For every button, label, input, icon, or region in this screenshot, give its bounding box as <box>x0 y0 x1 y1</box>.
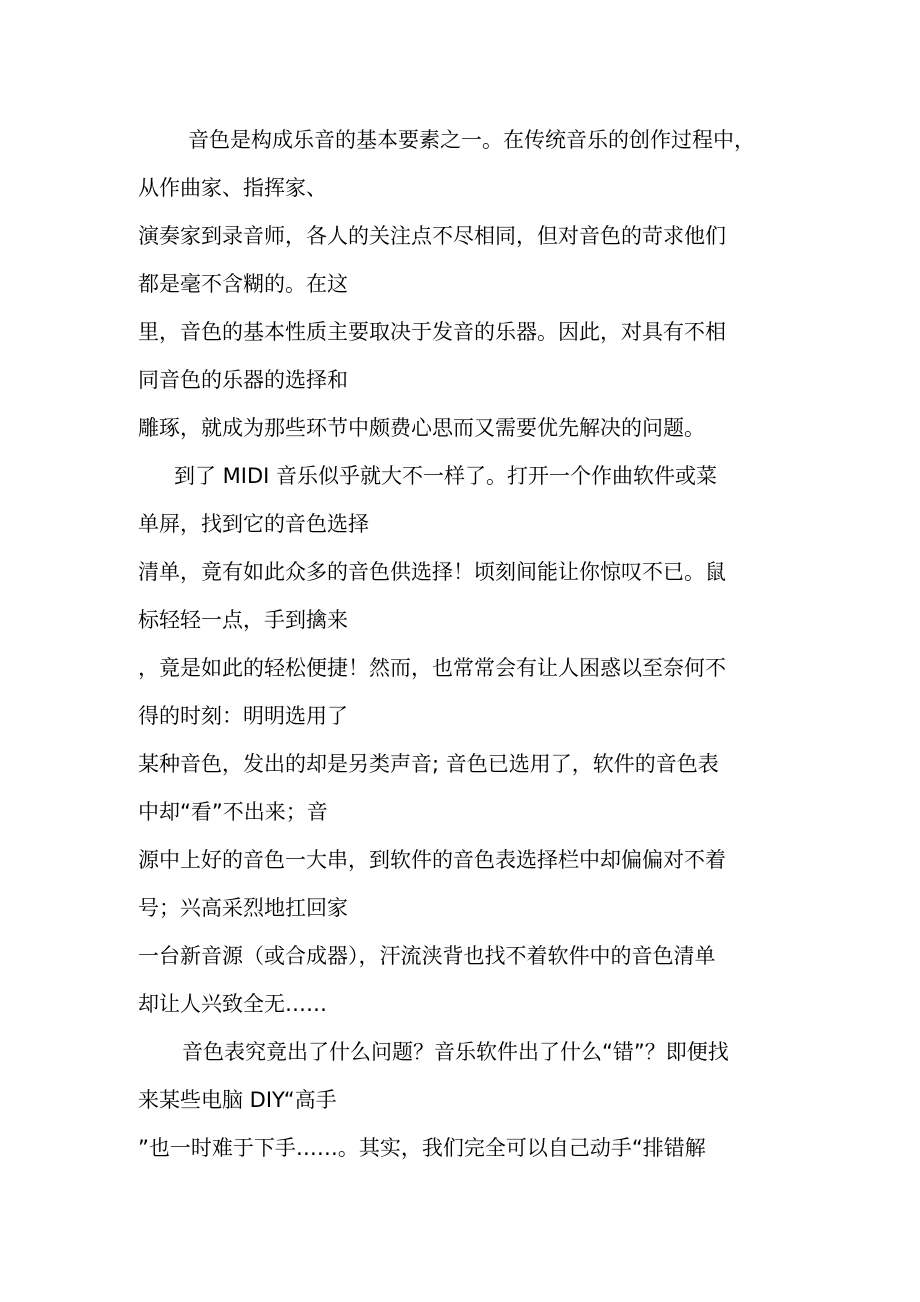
line-text: ”也一时难于下手……。其实，我们完全可以自己动手“排错解 <box>138 1136 706 1160</box>
text-line <box>138 452 798 500</box>
line-text: 音色表究竟出了什么问题？音乐软件出了什么“错”？即便找 <box>182 1040 729 1064</box>
line-text: 单屏，找到它的音色选择 <box>138 512 369 536</box>
line-text: 从作曲家、指挥家、 <box>138 176 327 200</box>
text-line <box>138 164 798 212</box>
line-text: 源中上好的音色一大串，到软件的音色表选择栏中却偏偏对不着 <box>138 848 726 872</box>
line-text: 清单，竟有如此众多的音色供选择！顷刻间能让你惊叹不已。鼠 <box>138 560 726 584</box>
line-text: 来某些电脑 DIY“高手 <box>138 1088 337 1112</box>
text-line <box>138 1124 798 1172</box>
text-line <box>138 404 798 452</box>
line-text: 雕琢，就成为那些环节中颇费心思而又需要优先解决的问题。 <box>138 416 705 440</box>
text-line <box>138 692 798 740</box>
text-line <box>138 356 798 404</box>
line-text: 同音色的乐器的选择和 <box>138 368 348 392</box>
line-text: 都是毫不含糊的。在这 <box>138 272 348 296</box>
text-line <box>138 884 798 932</box>
line-text: 某种音色，发出的却是另类声音; 音色已选用了，软件的音色表 <box>138 752 719 776</box>
line-text: 却让人兴致全无…… <box>138 992 327 1016</box>
document-body <box>138 116 798 1172</box>
text-line <box>138 980 798 1028</box>
text-line <box>138 644 798 692</box>
line-text: 标轻轻一点，手到擒来 <box>138 608 348 632</box>
text-line <box>138 1028 798 1076</box>
text-line <box>138 308 798 356</box>
text-line <box>138 548 798 596</box>
text-line <box>138 212 798 260</box>
line-text: 音色是构成乐音的基本要素之一。在传统音乐的创作过程中， <box>188 128 755 152</box>
line-text: 中却“看”不出来；音 <box>138 800 328 824</box>
line-text: 里，音色的基本性质主要取决于发音的乐器。因此，对具有不相 <box>138 320 726 344</box>
text-line <box>138 932 798 980</box>
line-text: 到了 MIDI 音乐似乎就大不一样了。打开一个作曲软件或菜 <box>174 464 718 488</box>
line-text: 演奏家到录音师，各人的关注点不尽相同，但对音色的苛求他们 <box>138 224 726 248</box>
text-line <box>138 1076 798 1124</box>
text-line <box>138 116 798 164</box>
line-text: ，竟是如此的轻松便捷！然而，也常常会有让人困惑以至奈何不 <box>138 656 726 680</box>
line-text: 号；兴高采烈地扛回家 <box>138 896 348 920</box>
line-text: 一台新音源（或合成器），汗流浃背也找不着软件中的音色清单 <box>138 944 716 968</box>
text-line <box>138 788 798 836</box>
text-line <box>138 596 798 644</box>
text-line <box>138 836 798 884</box>
line-text: 得的时刻：明明选用了 <box>138 704 348 728</box>
text-line <box>138 740 798 788</box>
text-line <box>138 260 798 308</box>
text-line <box>138 500 798 548</box>
